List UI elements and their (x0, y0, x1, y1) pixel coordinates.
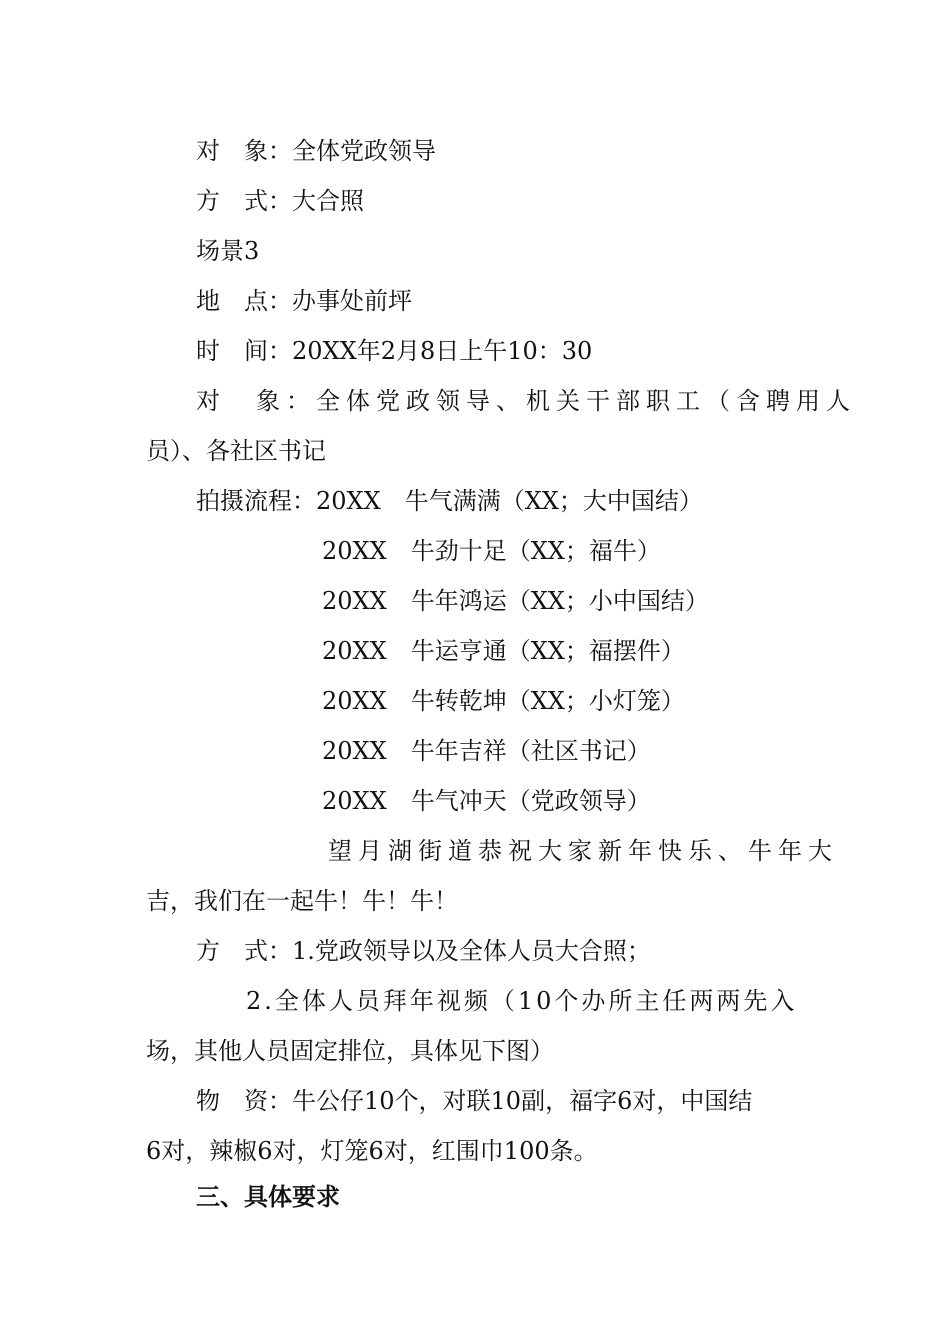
flow-item: 20XX 牛年鸿运（XX；小中国结） (322, 587, 709, 615)
flow-item: 20XX 牛年吉祥（社区书记） (322, 737, 651, 765)
flow-item: 20XX 牛劲十足（XX；福牛） (322, 537, 661, 565)
time-line: 时 间：20XX年2月8日上午10：30 (196, 337, 593, 365)
method-item-2-cont: 场，其他人员固定排位，具体见下图） (146, 1037, 554, 1065)
target-line: 对 象：全体党政领导 (196, 137, 436, 165)
flow-item: 20XX 牛气冲天（党政领导） (322, 787, 651, 815)
section-heading: 三、具体要求 (196, 1183, 340, 1211)
scene-heading: 场景3 (196, 237, 260, 265)
greeting-line: 望月湖街道恭祝大家新年快乐、牛年大 (328, 837, 838, 865)
target-line-2-cont: 员）、各社区书记 (146, 437, 326, 465)
method-item-2: 2.全体人员拜年视频（10个办所主任两两先入 (246, 987, 798, 1015)
method-line: 方 式：大合照 (196, 187, 364, 215)
method-line-2: 方 式：1.党政领导以及全体人员大合照； (196, 937, 651, 965)
location-line: 地 点：办事处前坪 (196, 287, 412, 315)
flow-item: 20XX 牛运亨通（XX；福摆件） (322, 637, 685, 665)
target-line-2: 对 象：全体党政领导、机关干部职工（含聘用人 (196, 387, 856, 415)
flow-item: 20XX 牛转乾坤（XX；小灯笼） (322, 687, 685, 715)
greeting-line-cont: 吉，我们在一起牛！牛！牛！ (146, 887, 458, 915)
materials-line-cont: 6对，辣椒6对，灯笼6对，红围巾100条。 (146, 1137, 598, 1165)
materials-line: 物 资：牛公仔10个，对联10副，福字6对，中国结 (196, 1087, 753, 1115)
shooting-flow-line: 拍摄流程：20XX 牛气满满（XX；大中国结） (196, 487, 703, 515)
